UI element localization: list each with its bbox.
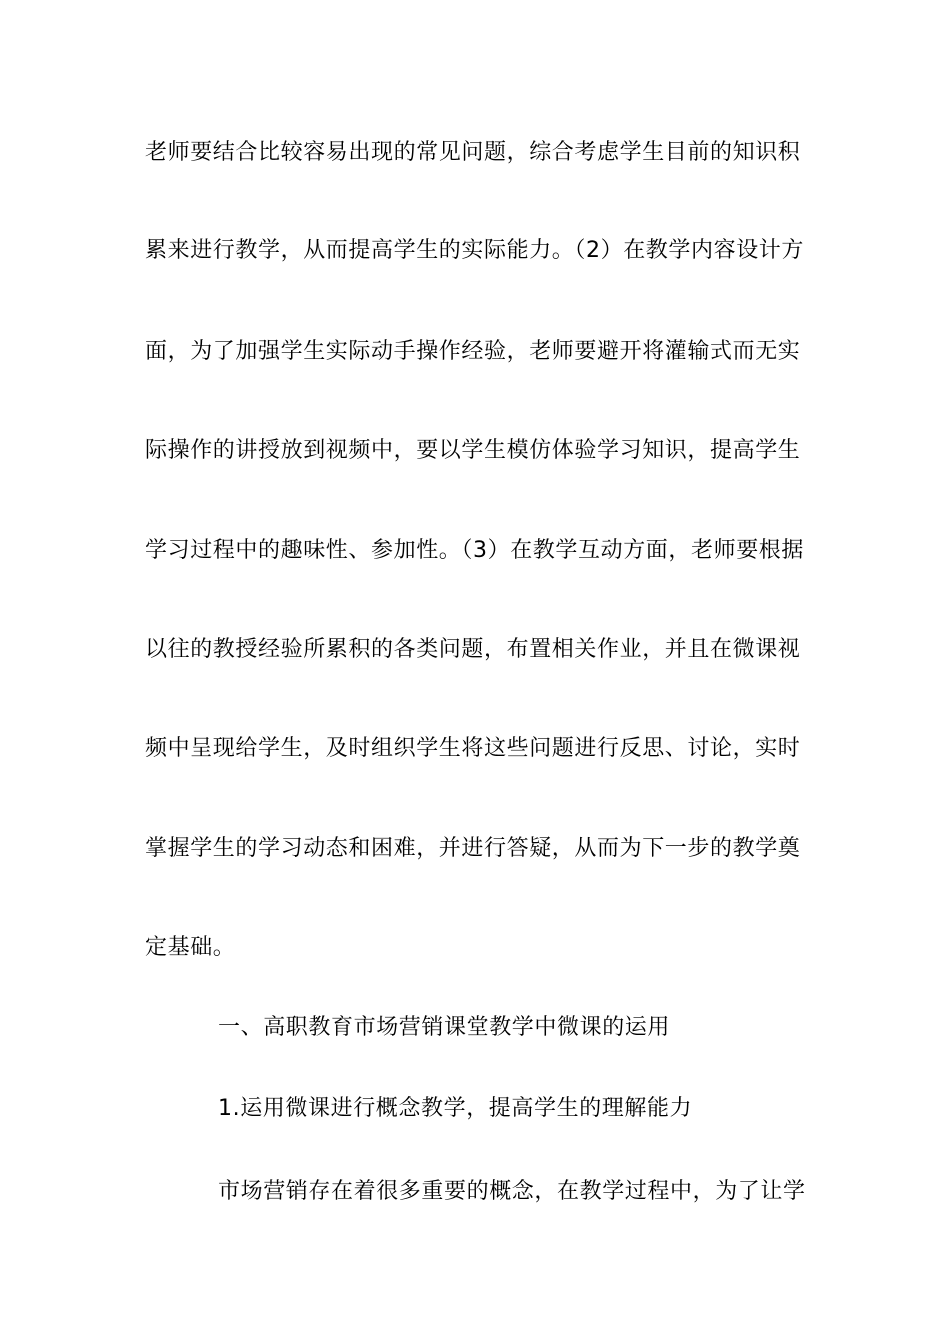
paragraph-line: 际操作的讲授放到视频中，要以学生模仿体验学习知识，提高学生 bbox=[145, 438, 801, 463]
paragraph-line: 累来进行教学，从而提高学生的实际能力。（2）在教学内容设计方 bbox=[145, 238, 804, 263]
section-heading: 一、高职教育市场营销课堂教学中微课的运用 bbox=[218, 1015, 671, 1040]
paragraph-line: 老师要结合比较容易出现的常见问题，综合考虑学生目前的知识积 bbox=[145, 140, 801, 165]
paragraph-line: 市场营销存在着很多重要的概念，在教学过程中，为了让学 bbox=[218, 1179, 806, 1204]
paragraph-line: 掌握学生的学习动态和困难，并进行答疑，从而为下一步的教学奠 bbox=[145, 836, 801, 861]
subsection-heading: 1.运用微课进行概念教学，提高学生的理解能力 bbox=[218, 1096, 693, 1121]
paragraph-line: 学习过程中的趣味性、参加性。（3）在教学互动方面，老师要根据 bbox=[145, 538, 804, 563]
paragraph-line: 定基础。 bbox=[145, 935, 236, 960]
paragraph-line: 面，为了加强学生实际动手操作经验，老师要避开将灌输式而无实 bbox=[145, 339, 801, 364]
paragraph-line: 频中呈现给学生，及时组织学生将这些问题进行反思、讨论，实时 bbox=[145, 736, 801, 761]
paragraph-line: 以往的教授经验所累积的各类问题，布置相关作业，并且在微课视 bbox=[145, 637, 801, 662]
